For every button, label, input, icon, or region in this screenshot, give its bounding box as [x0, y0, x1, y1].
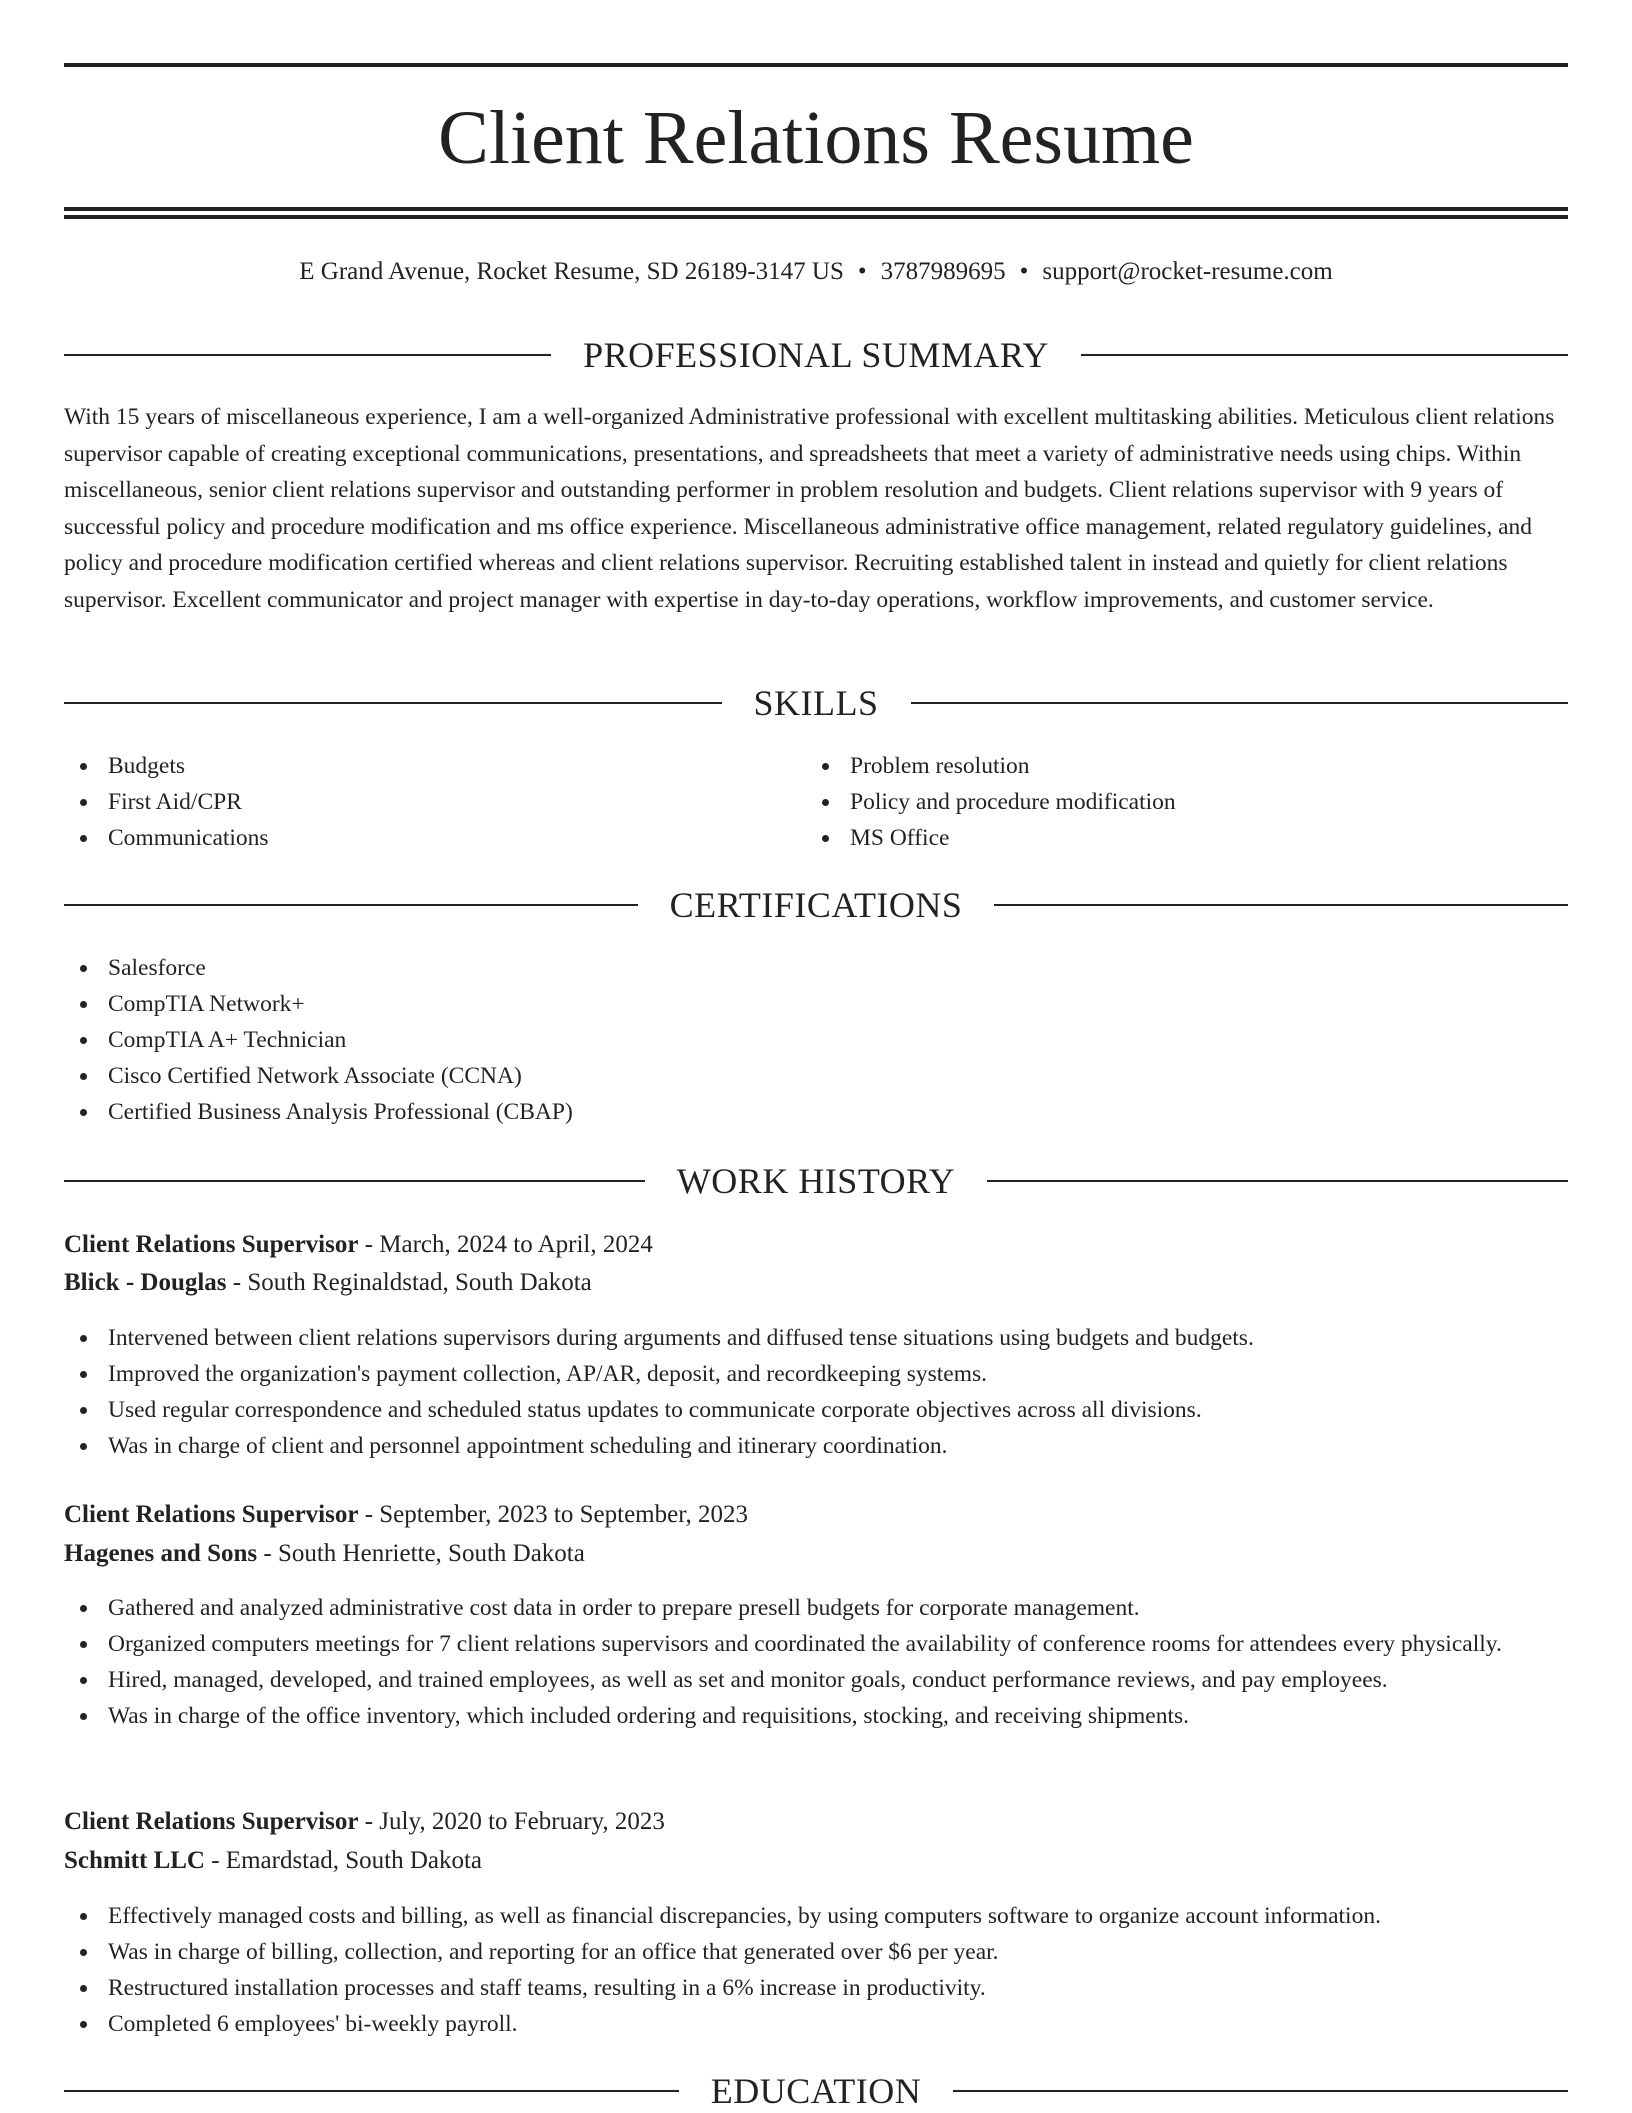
resume-title: Client Relations Resume	[438, 96, 1194, 180]
section-heading-skills	[64, 681, 1568, 725]
contact-address: E Grand Avenue, Rocket Resume, SD 26189-3147 US	[299, 258, 844, 285]
job-bullets	[64, 1898, 1568, 2042]
job-bullet: Was in charge of the office inventory, which included ordering and requisitions, stocking, and receiving shipments.	[64, 1698, 1568, 1734]
certification-item: CompTIA A+ Technician	[64, 1022, 1568, 1058]
summary-text: With 15 years of miscellaneous experience, I am a well-organized Administrative professional with excellent multitasking abilities. Meticulous client relations supervisor capable of creating exceptional communications, presentations, and spreadsheets that meet a variety of administrative needs using chips. Within miscellaneous, senior client relations supervisor and outstanding performer in problem resolution and budgets. Client relations supervisor with 9 years of successful policy and procedure modification and ms office experience. Miscellaneous administrative office management, related regulatory guidelines, and policy and procedure modification certified whereas and client relations supervisor. Recruiting established talent in instead and quietly for client relations supervisor. Excellent communicator and project manager with expertise in day-to-day operations, workflow improvements, and customer service.	[64, 404, 1555, 613]
skill-item: Budgets	[64, 748, 804, 784]
job-company: Schmitt LLC	[64, 1847, 205, 1874]
job-bullet: Was in charge of client and personnel appointment scheduling and itinerary coordination.	[64, 1428, 1568, 1464]
job-company: Hagenes and Sons	[64, 1540, 258, 1567]
title-rule-lower	[64, 215, 1568, 219]
job-title: Client Relations Supervisor	[64, 1808, 359, 1835]
job-dates: - September, 2023 to September, 2023	[358, 1501, 749, 1528]
certification-item: CompTIA Network+	[64, 986, 1568, 1022]
skill-item: MS Office	[806, 820, 1566, 856]
title-rule-upper	[64, 207, 1568, 211]
skill-item: Problem resolution	[806, 748, 1566, 784]
job-company-line	[64, 1535, 1568, 1573]
contact-separator: •	[1019, 258, 1029, 285]
section-rule	[1081, 354, 1568, 356]
job-bullet: Was in charge of billing, collection, and reporting for an office that generated over $6 per year.	[64, 1934, 1568, 1970]
job-title-line	[64, 1803, 1568, 1841]
skill-item: Policy and procedure modification	[806, 784, 1566, 820]
certification-item: Salesforce	[64, 950, 1568, 986]
job-company: Blick - Douglas	[64, 1269, 227, 1296]
job-bullet: Restructured installation processes and staff teams, resulting in a 6% increase in productivity.	[64, 1970, 1568, 2006]
section-rule	[64, 702, 722, 704]
job-dates: - July, 2020 to February, 2023	[358, 1808, 665, 1835]
section-title: WORK HISTORY	[676, 1161, 956, 1201]
contact-separator: •	[857, 258, 867, 285]
certification-item: Cisco Certified Network Associate (CCNA)	[64, 1058, 1568, 1094]
section-rule	[64, 2090, 679, 2092]
section-heading-work-history	[64, 1159, 1568, 1203]
job-title: Client Relations Supervisor	[64, 1501, 359, 1528]
certification-item: Certified Business Analysis Professional (CBAP)	[64, 1094, 1568, 1130]
section-title: EDUCATION	[710, 2071, 922, 2111]
job-bullet: Completed 6 employees' bi-weekly payroll.	[64, 2006, 1568, 2042]
section-heading-certifications	[64, 883, 1568, 927]
job-bullet: Used regular correspondence and scheduled status updates to communicate corporate objectives across all divisions.	[64, 1392, 1568, 1428]
job-bullet: Effectively managed costs and billing, as well as financial discrepancies, by using computers software to organize account information.	[64, 1898, 1568, 1934]
section-heading-summary	[64, 333, 1568, 377]
section-title: PROFESSIONAL SUMMARY	[583, 335, 1049, 375]
job-bullet: Intervened between client relations supervisors during arguments and diffused tense situations using budgets and budgets.	[64, 1320, 1568, 1356]
job-title-line	[64, 1496, 1568, 1534]
section-title: SKILLS	[753, 683, 879, 723]
top-rule	[64, 63, 1568, 67]
job-location: - Emardstad, South Dakota	[204, 1847, 483, 1874]
section-rule	[64, 354, 551, 356]
job-bullets	[64, 1590, 1568, 1734]
section-rule	[911, 702, 1569, 704]
job-title: Client Relations Supervisor	[64, 1231, 359, 1258]
section-rule	[64, 904, 638, 906]
contact-line	[64, 254, 1568, 290]
skill-item: Communications	[64, 820, 804, 856]
job-bullet: Organized computers meetings for 7 client relations supervisors and coordinated the availability of conference rooms for attendees every physically.	[64, 1626, 1568, 1662]
job-company-line	[64, 1842, 1568, 1880]
job-bullet: Improved the organization's payment collection, AP/AR, deposit, and recordkeeping systems.	[64, 1356, 1568, 1392]
job-title-line	[64, 1226, 1568, 1264]
job-location: - South Reginaldstad, South Dakota	[226, 1269, 592, 1296]
contact-phone: 3787989695	[880, 258, 1006, 285]
job-company-line	[64, 1264, 1568, 1302]
job-dates: - March, 2024 to April, 2024	[358, 1231, 653, 1258]
section-rule	[953, 2090, 1568, 2092]
section-heading-education	[64, 2069, 1568, 2113]
skills-list-left	[64, 748, 804, 856]
section-rule	[64, 1180, 645, 1182]
section-title: CERTIFICATIONS	[669, 885, 963, 925]
job-bullet: Hired, managed, developed, and trained employees, as well as set and monitor goals, conduct performance reviews, and pay employees.	[64, 1662, 1568, 1698]
skills-list-right	[806, 748, 1566, 856]
job-location: - South Henriette, South Dakota	[257, 1540, 585, 1567]
job-bullets	[64, 1320, 1568, 1464]
job-bullet: Gathered and analyzed administrative cost data in order to prepare presell budgets for corporate management.	[64, 1590, 1568, 1626]
section-rule	[987, 1180, 1568, 1182]
section-rule	[994, 904, 1568, 906]
skill-item: First Aid/CPR	[64, 784, 804, 820]
contact-email[interactable]: support@rocket-resume.com	[1042, 258, 1333, 285]
certifications-list	[64, 950, 1568, 1130]
